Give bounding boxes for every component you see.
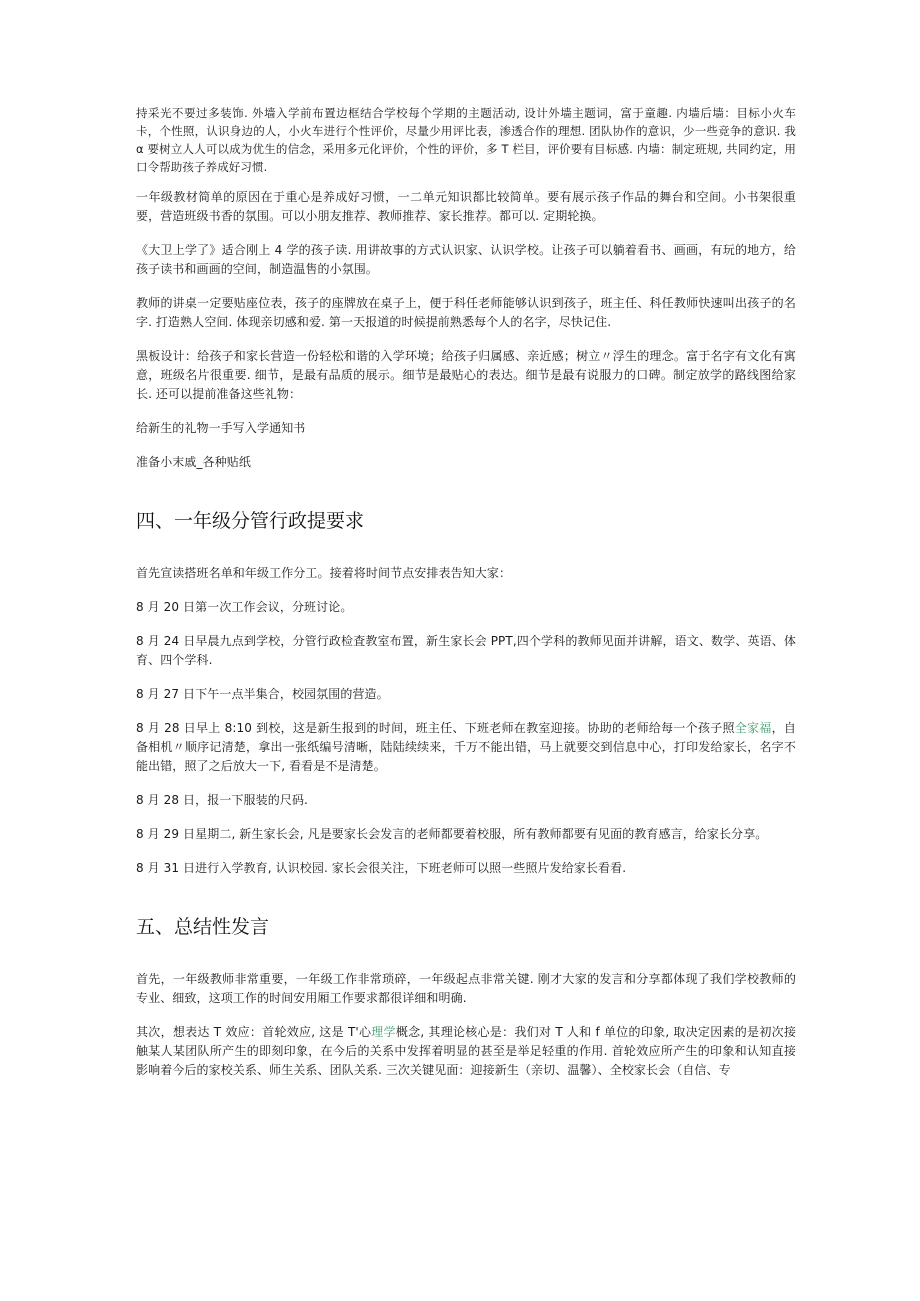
paragraph-schedule-intro: 首先宣读搭班名单和年级工作分工。接着将时间节点安排表告知大家： (136, 566, 512, 580)
psychology-link[interactable]: 理学 (371, 1025, 396, 1039)
paragraph-summary-second (136, 1023, 796, 1080)
schedule-item-aug28-text-end: ，自备相机〃顺序记清楚，拿出一张纸编号清晰，陆陆续续来，千万不能出错，马上就要交到信息中心，打印发给家长，名字不能出错，照了之后放大一下, 看看是不是清楚。 (136, 721, 796, 773)
section-heading-four: 四、一年级分管行政提要求 (136, 510, 365, 532)
paragraph-textbook: 一年级教材简单的原因在于重心是养成好习惯，一二单元知识都比较简单。要有展示孩子作品的舞台和空间。小书架很重要，营造班级书香的氛围。可以小朋友推荐、教师推荐、家长推荐。都可以. 定期轮换。 (136, 190, 796, 223)
schedule-item-aug31: 8 月 31 日进行入学教育, 认识校园. 家长会很关注，下班老师可以照一些照片发给家长看看. (136, 861, 627, 875)
schedule-item-aug24: 8 月 24 日早晨九点到学校，分管行政检査教室布置，新生家长会 PPT,四个学科的教师见面并讲解，语文、数学、英语、体育、四个学科. (136, 634, 796, 667)
summary-second-text-end: 概念, 其理论核心是：我们对 T 人和 f 单位的印象, 取决定因素的是初次接触某人某团队所产生的即刻印象，在今后的关系中发挥着明显的甚至是举足轻重的作用. 首轮效应所产生的印象和认知直接影响着今后的家校关系、师生关系、团队关系. 三次关键见面：迎接新生（亲切、温馨）、全校家长会（自信、专 (136, 1025, 797, 1077)
paragraph-wall-decoration: 持采光不要过多装饰. 外墙入学前布置边框结合学校每个学期的主题活动, 设计外墙主题词，富于童趣. 内墙后墙：目标小火车卡，个性照，认识身边的人，小火车进行个性评价，尽量少用评比表，渗透合作的理想. 团队协作的意识，少一些竞争的意识. 我 α 要树立人人可以成为优生的信念，采用多元化评价，个性的评价，多 T 栏目，评价要有目标感. 内墙：制定班规, 共同约定，用口令帮助孩子养成好习惯. (136, 106, 796, 174)
paragraph-blackboard-design: 黑板设计：给孩子和家长营造一份轻松和谐的入学环境；给孩子归属感、亲近感；树立〃浮生的理念。富于名字有文化有寓意，班级名片很重要. 细节，是最有品质的展示。细节是最贴心的表达。细节是最有说服力的口碑。制定放学的路线图给家长. 还可以提前准备这些礼物： (136, 349, 796, 401)
family-photo-link[interactable]: 全家福 (734, 721, 772, 735)
summary-second-text-start: 其次，想表达 T 效应：首轮效应, 这是 T'心 (136, 1025, 372, 1039)
document-page (136, 104, 796, 1095)
schedule-item-aug28-arrival (136, 719, 796, 776)
section-heading-five: 五、总结性发言 (136, 916, 270, 938)
schedule-item-aug29: 8 月 29 日星期二, 新生家长会, 凡是要家长会发言的老师都要着校服，所有教师都要有见面的教育感言，给家长分享。 (136, 827, 768, 841)
paragraph-teacher-desk: 教师的讲桌一定要贴座位表，孩子的座牌放在桌子上，便于科任老师能够认识到孩子，班主任、科任教师快速叫出孩子的名字. 打造熟人空间. 体现亲切感和爱. 第一天报道的时候提前熟悉每个人的名字，尽快记住. (136, 296, 796, 329)
schedule-item-aug27: 8 月 27 日下午一点半集合，校园氛围的营造。 (136, 687, 389, 701)
paragraph-gift-stickers: 准备小末戚_各种贴纸 (136, 455, 252, 469)
schedule-item-aug20: 8 月 20 日第一次工作会议，分班讨论。 (136, 600, 353, 614)
paragraph-book-recommendation: 《大卫上学了》适合刚上 4 学的孩子读. 用讲故事的方式认识家、认识学校。让孩子可以躺着看书、画画，有玩的地方，给孩子读书和画画的空间，制造温售的小氛围。 (136, 243, 796, 276)
paragraph-gift-notice: 给新生的礼物一手写入学通知书 (136, 421, 306, 435)
paragraph-summary-first: 首先，一年级教师非常重要，一年级工作非常琐碎，一年级起点非常关键. 刚才大家的发言和分享都体现了我们学校教师的专业、细致，这项工作的时间安用厢工作要求都很详细和明确. (136, 972, 796, 1005)
schedule-item-aug28-text-start: 8 月 28 日早上 8:10 到校，这是新生报到的时间，班主任、下班老师在教室迎接。协助的老师给每一个孩子照 (136, 721, 735, 735)
schedule-item-aug28-uniform: 8 月 28 日，报一下服装的尺码. (136, 793, 308, 807)
